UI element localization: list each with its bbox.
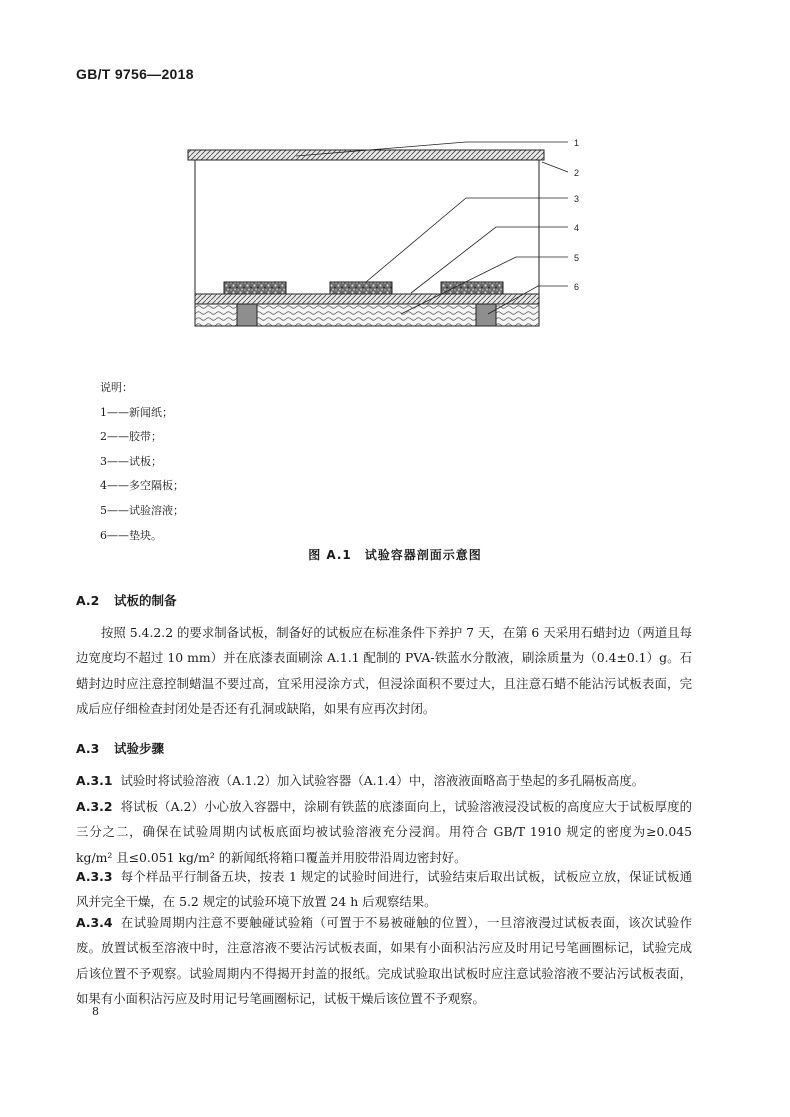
- callout-3: 3: [574, 194, 580, 204]
- legend-item: 2——胶带；: [100, 430, 162, 444]
- clause-a3-1: [76, 768, 692, 793]
- leader-line-3: [366, 198, 568, 282]
- clause-a3-2: [76, 794, 692, 870]
- page-number: 8: [92, 1005, 99, 1018]
- figure-caption: 图 A.1 试验容器剖面示意图: [308, 548, 482, 562]
- callout-4: 4: [574, 223, 580, 233]
- callout-1: 1: [574, 138, 580, 148]
- section-number: A.2: [76, 593, 100, 608]
- callout-5: 5: [574, 253, 580, 263]
- legend-item: 4——多空隔板；: [100, 479, 184, 493]
- test-panel: [441, 282, 503, 294]
- clause-text: 试验时将试验溶液（A.1.2）加入试验容器（A.1.4）中，溶液液面略高于垫起的多孔隔板高度。: [120, 773, 645, 788]
- clause-number: A.3.1: [76, 773, 113, 788]
- clause-number: A.3.4: [76, 915, 113, 930]
- newspaper-cover: [188, 150, 544, 160]
- clause-number: A.3.2: [76, 799, 113, 814]
- legend-item: 1——新闻纸；: [100, 405, 173, 419]
- legend-item: 5——试验溶液；: [100, 503, 184, 517]
- leader-line-2: [542, 162, 568, 172]
- test-panel: [224, 282, 286, 294]
- callout-6: 6: [574, 282, 580, 292]
- clause-text: 在试验周期内注意不要触碰试验箱（可置于不易被碰触的位置），一旦溶液漫过试板表面，该次试验作废。放置试板至溶液中时，注意溶液不要沾污试板表面，如果有小面积沾污应及时用记号笔画圈标记，试验完成后该位置不予观察。试验周期内不得揭开封盖的报纸。完成试验取出试板时应注意试验溶液不要沾污试板表面，如果有小面积沾污应及时用记号笔画圈标记，试板干燥后该位置不予观察。: [76, 915, 692, 1007]
- clause-text: 将试板（A.2）小心放入容器中，涂刷有铁蓝的底漆面向上，试验溶液浸没试板的高度应大于试板厚度的三分之二，确保在试验周期内试板底面均被试验溶液充分浸润。用符合 GB/T 1910 规定的密度为≥0.045 kg/m² 且≤0.051 kg/m² 的新闻纸将箱口覆盖并用胶带沿周边密封好。: [76, 799, 692, 865]
- porous-separator-plate: [195, 294, 539, 304]
- legend-item: 6——垫块。: [100, 528, 162, 542]
- section-title: 试验步骤: [114, 741, 165, 756]
- test-container-figure: [176, 130, 616, 346]
- legend-item: 3——试板；: [100, 454, 162, 468]
- section-a2-body: [76, 620, 692, 722]
- legend-title: 说明：: [100, 381, 133, 394]
- section-heading-a2: [76, 591, 177, 609]
- test-panel: [330, 282, 392, 294]
- clause-text: 每个样品平行制备五块，按表 1 规定的试验时间进行，试验结束后取出试板，试板应立放，保证试板通风并完全干燥，在 5.2 规定的试验环境下放置 24 h 后观察结果。: [76, 869, 692, 910]
- support-block: [237, 304, 257, 326]
- section-title: 试板的制备: [114, 593, 177, 608]
- section-number: A.3: [76, 741, 100, 756]
- callout-2: 2: [574, 168, 580, 178]
- figure-legend: [100, 376, 184, 548]
- support-block: [476, 304, 496, 326]
- standard-number: GB/T 9756—2018: [76, 66, 194, 82]
- container-cross-section-diagram: [176, 130, 616, 342]
- section-heading-a3: [76, 739, 164, 757]
- clause-a3-4: [76, 910, 692, 1012]
- paragraph-text: 按照 5.4.2.2 的要求制备试板，制备好的试板应在标准条件下养护 7 天，在第 6 天采用石蜡封边（两道且每边宽度均不超过 10 mm）并在底漆表面刷涂 A.1.1 配制的 PVA-铁蓝水分散液，刷涂质量为（0.4±0.1）g。石蜡封边时应注意控制蜡温不要过高，宜采用浸涂方式，但浸涂面积不要过大，且注意石蜡不能沾污试板表面，完成后应仔细检查封闭处是否还有孔洞或缺陷，如果有应再次封闭。: [76, 625, 692, 717]
- clause-a3-3: [76, 864, 692, 915]
- clause-number: A.3.3: [76, 869, 113, 884]
